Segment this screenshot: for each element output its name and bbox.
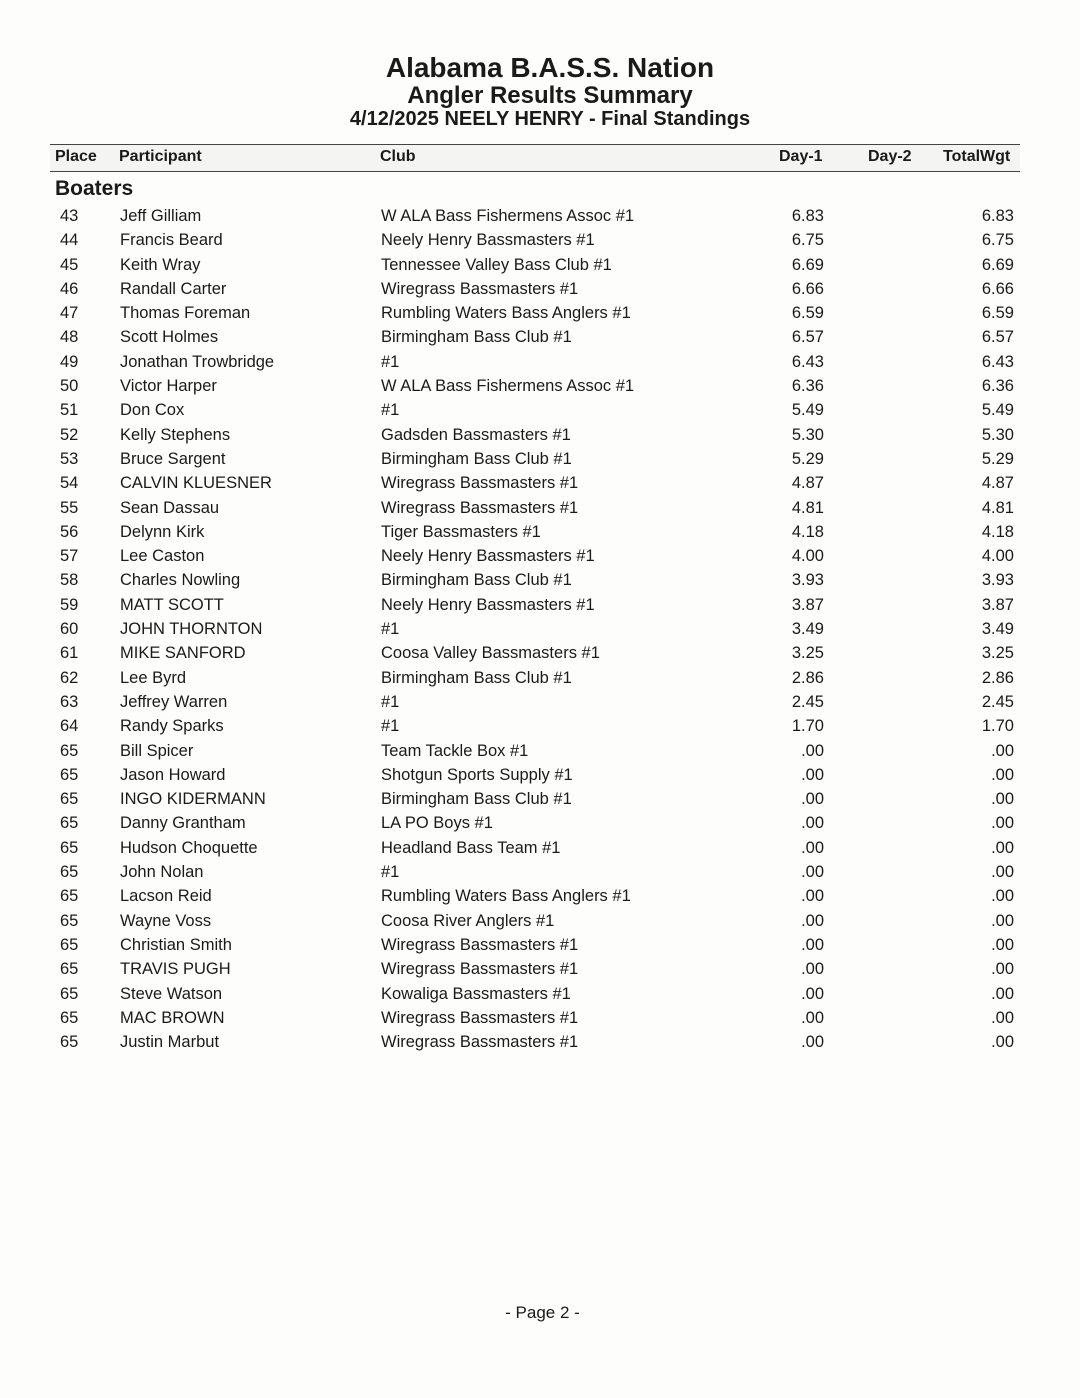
table-row	[0, 325, 1080, 349]
org-title: Alabama B.A.S.S. Nation	[385, 52, 715, 83]
table-row	[0, 641, 1080, 665]
place-cell: 51	[60, 401, 79, 420]
table-row	[0, 253, 1080, 277]
participant-cell: Jason Howard	[120, 765, 226, 784]
place-cell: 43	[60, 207, 79, 225]
participant-cell: MAC BROWN	[120, 1008, 225, 1027]
club-cell: Wiregrass Bassmasters #1	[381, 498, 579, 517]
place-cell: 65	[60, 741, 79, 760]
table-row	[0, 617, 1080, 641]
report-header	[0, 52, 1080, 130]
day1-cell: 5.29	[791, 449, 824, 468]
table-row	[0, 811, 1080, 835]
club-cell: Neely Henry Bassmasters #1	[381, 547, 595, 566]
place-cell: 58	[60, 571, 79, 590]
table-row	[0, 568, 1080, 592]
table-row	[0, 496, 1080, 520]
total-weight-cell: .00	[991, 814, 1014, 833]
total-weight-cell: 4.18	[981, 522, 1014, 541]
table-row	[0, 544, 1080, 568]
club-cell: Birmingham Bass Club #1	[381, 449, 572, 468]
place-cell: 65	[60, 790, 79, 809]
participant-cell: Danny Grantham	[120, 814, 246, 833]
participant-cell: Bill Spicer	[120, 741, 194, 760]
participant-cell: Jeff Gilliam	[120, 207, 202, 225]
table-row	[0, 763, 1080, 787]
table-row	[0, 860, 1080, 884]
place-cell: 55	[60, 498, 79, 517]
total-weight-cell: 6.69	[981, 255, 1014, 274]
total-weight-cell: .00	[991, 838, 1014, 857]
event-title: 4/12/2025 NEELY HENRY - Final Standings	[349, 108, 751, 130]
total-weight-cell: 5.49	[981, 401, 1014, 420]
place-cell: 54	[60, 474, 79, 493]
participant-cell: Lee Caston	[120, 547, 205, 566]
participant-cell: Jonathan Trowbridge	[120, 352, 275, 371]
day1-cell: 6.69	[791, 255, 824, 274]
club-cell: Neely Henry Bassmasters #1	[381, 231, 595, 250]
results-table	[0, 204, 1080, 1054]
total-weight-cell: 3.87	[981, 595, 1014, 614]
column-header-total: TotalWgt	[943, 148, 1011, 165]
club-cell: Kowaliga Bassmasters #1	[381, 984, 571, 1003]
total-weight-cell: 4.81	[981, 498, 1014, 517]
participant-cell: Wayne Voss	[120, 911, 212, 930]
club-cell: LA PO Boys #1	[381, 814, 493, 833]
total-weight-cell: 6.83	[981, 207, 1014, 225]
club-cell: W ALA Bass Fishermens Assoc #1	[381, 377, 635, 396]
place-cell: 47	[60, 304, 79, 323]
day1-cell: 3.93	[791, 571, 824, 590]
table-row	[0, 350, 1080, 374]
participant-cell: John Nolan	[120, 863, 204, 882]
column-header-place: Place	[55, 148, 97, 165]
day1-cell: .00	[801, 984, 824, 1003]
table-row	[0, 520, 1080, 544]
place-cell: 60	[60, 620, 79, 639]
total-weight-cell: .00	[991, 960, 1014, 979]
place-cell: 65	[60, 765, 79, 784]
report-title: Angler Results Summary	[407, 82, 693, 109]
club-cell: Tiger Bassmasters #1	[381, 522, 541, 541]
club-cell: Wiregrass Bassmasters #1	[381, 1033, 579, 1052]
club-cell: Birmingham Bass Club #1	[381, 790, 572, 809]
total-weight-cell: 1.70	[981, 717, 1014, 736]
day1-cell: 6.59	[791, 304, 824, 323]
table-row	[0, 787, 1080, 811]
table-row	[0, 884, 1080, 908]
table-row	[0, 982, 1080, 1006]
participant-cell: Bruce Sargent	[120, 449, 226, 468]
place-cell: 57	[60, 547, 79, 566]
participant-cell: TRAVIS PUGH	[120, 960, 231, 979]
participant-cell: Charles Nowling	[120, 571, 241, 590]
table-row	[0, 277, 1080, 301]
total-weight-cell: 2.86	[981, 668, 1014, 687]
total-weight-cell: .00	[991, 765, 1014, 784]
table-row	[0, 471, 1080, 495]
total-weight-cell: 3.49	[981, 620, 1014, 639]
participant-cell: Delynn Kirk	[120, 522, 205, 541]
table-row	[0, 933, 1080, 957]
total-weight-cell: .00	[991, 935, 1014, 954]
place-cell: 49	[60, 352, 79, 371]
day1-cell: 3.87	[791, 595, 824, 614]
club-cell: Wiregrass Bassmasters #1	[381, 935, 579, 954]
club-cell: Birmingham Bass Club #1	[381, 571, 572, 590]
page-number: - Page 2 -	[505, 1303, 580, 1322]
day1-cell: 1.70	[791, 717, 824, 736]
day1-cell: 5.30	[791, 425, 824, 444]
section-title: Boaters	[55, 177, 134, 200]
place-cell: 64	[60, 717, 79, 736]
club-cell: Wiregrass Bassmasters #1	[381, 279, 579, 298]
table-row	[0, 447, 1080, 471]
place-cell: 56	[60, 522, 79, 541]
club-cell: Rumbling Waters Bass Anglers #1	[381, 887, 631, 906]
total-weight-cell: 6.59	[981, 304, 1014, 323]
participant-cell: Don Cox	[120, 401, 185, 420]
total-weight-cell: 6.75	[981, 231, 1014, 250]
club-cell: Wiregrass Bassmasters #1	[381, 960, 579, 979]
club-cell: W ALA Bass Fishermens Assoc #1	[381, 207, 635, 225]
table-row	[0, 714, 1080, 738]
club-cell: Birmingham Bass Club #1	[381, 668, 572, 687]
day1-cell: .00	[801, 838, 824, 857]
table-row	[0, 423, 1080, 447]
total-weight-cell: 3.93	[981, 571, 1014, 590]
place-cell: 44	[60, 231, 79, 250]
participant-cell: Randall Carter	[120, 279, 227, 298]
participant-cell: Lee Byrd	[120, 668, 187, 687]
day1-cell: 3.25	[791, 644, 824, 663]
participant-cell: MIKE SANFORD	[120, 644, 246, 663]
day1-cell: .00	[801, 741, 824, 760]
table-row	[0, 398, 1080, 422]
day1-cell: .00	[801, 863, 824, 882]
place-cell: 65	[60, 814, 79, 833]
place-cell: 46	[60, 279, 79, 298]
total-weight-cell: 6.66	[981, 279, 1014, 298]
participant-cell: Jeffrey Warren	[120, 692, 228, 711]
club-cell: #1	[381, 692, 400, 711]
club-cell: Gadsden Bassmasters #1	[381, 425, 571, 444]
club-cell: Coosa Valley Bassmasters #1	[381, 644, 600, 663]
place-cell: 62	[60, 668, 79, 687]
column-header-row	[50, 144, 1020, 172]
participant-cell: Randy Sparks	[120, 717, 224, 736]
participant-cell: Kelly Stephens	[120, 425, 231, 444]
column-header-day1: Day-1	[779, 148, 823, 165]
place-cell: 65	[60, 911, 79, 930]
total-weight-cell: 6.43	[981, 352, 1014, 371]
day1-cell: .00	[801, 814, 824, 833]
place-cell: 50	[60, 377, 79, 396]
table-row	[0, 593, 1080, 617]
table-row	[0, 836, 1080, 860]
club-cell: #1	[381, 352, 400, 371]
place-cell: 61	[60, 644, 79, 663]
day1-cell: .00	[801, 765, 824, 784]
participant-cell: Christian Smith	[120, 935, 232, 954]
table-row	[0, 957, 1080, 981]
club-cell: #1	[381, 401, 400, 420]
column-header-participant: Participant	[119, 148, 202, 165]
club-cell: Shotgun Sports Supply #1	[381, 765, 573, 784]
day1-cell: .00	[801, 935, 824, 954]
place-cell: 65	[60, 863, 79, 882]
total-weight-cell: 4.00	[981, 547, 1014, 566]
table-row	[0, 739, 1080, 763]
place-cell: 48	[60, 328, 79, 347]
day1-cell: 6.36	[791, 377, 824, 396]
day1-cell: 4.18	[791, 522, 824, 541]
day1-cell: 3.49	[791, 620, 824, 639]
participant-cell: MATT SCOTT	[120, 595, 224, 614]
club-cell: Team Tackle Box #1	[381, 741, 529, 760]
total-weight-cell: 3.25	[981, 644, 1014, 663]
total-weight-cell: 6.36	[981, 377, 1014, 396]
column-header-club: Club	[380, 148, 416, 165]
participant-cell: Francis Beard	[120, 231, 223, 250]
place-cell: 65	[60, 1008, 79, 1027]
club-cell: Rumbling Waters Bass Anglers #1	[381, 304, 631, 323]
club-cell: Wiregrass Bassmasters #1	[381, 474, 579, 493]
total-weight-cell: .00	[991, 1008, 1014, 1027]
table-row	[0, 228, 1080, 252]
table-row	[0, 204, 1080, 228]
table-row	[0, 690, 1080, 714]
participant-cell: Hudson Choquette	[120, 838, 258, 857]
day1-cell: 2.45	[791, 692, 824, 711]
day1-cell: 5.49	[791, 401, 824, 420]
place-cell: 65	[60, 960, 79, 979]
day1-cell: 4.81	[791, 498, 824, 517]
club-cell: Birmingham Bass Club #1	[381, 328, 572, 347]
total-weight-cell: .00	[991, 790, 1014, 809]
club-cell: Neely Henry Bassmasters #1	[381, 595, 595, 614]
club-cell: Tennessee Valley Bass Club #1	[381, 255, 612, 274]
day1-cell: .00	[801, 790, 824, 809]
day1-cell: 6.66	[791, 279, 824, 298]
participant-cell: Thomas Foreman	[120, 304, 251, 323]
club-cell: #1	[381, 863, 400, 882]
place-cell: 65	[60, 935, 79, 954]
club-cell: #1	[381, 620, 400, 639]
day1-cell: .00	[801, 1008, 824, 1027]
club-cell: Headland Bass Team #1	[381, 838, 561, 857]
participant-cell: INGO KIDERMANN	[120, 790, 266, 809]
participant-cell: Victor Harper	[120, 377, 217, 396]
table-row	[0, 909, 1080, 933]
total-weight-cell: .00	[991, 911, 1014, 930]
place-cell: 63	[60, 692, 79, 711]
day1-cell: .00	[801, 960, 824, 979]
place-cell: 53	[60, 449, 79, 468]
table-row	[0, 301, 1080, 325]
day1-cell: 6.57	[791, 328, 824, 347]
table-row	[0, 666, 1080, 690]
table-row	[0, 374, 1080, 398]
place-cell: 45	[60, 255, 79, 274]
participant-cell: Keith Wray	[120, 255, 201, 274]
total-weight-cell: .00	[991, 887, 1014, 906]
place-cell: 65	[60, 984, 79, 1003]
total-weight-cell: 5.30	[981, 425, 1014, 444]
participant-cell: Lacson Reid	[120, 887, 212, 906]
participant-cell: Scott Holmes	[120, 328, 219, 347]
day1-cell: .00	[801, 911, 824, 930]
day1-cell: 6.75	[791, 231, 824, 250]
day1-cell: .00	[801, 887, 824, 906]
day1-cell: 4.87	[791, 474, 824, 493]
total-weight-cell: 6.57	[981, 328, 1014, 347]
day1-cell: 6.83	[791, 207, 824, 225]
participant-cell: JOHN THORNTON	[120, 620, 263, 639]
participant-cell: Sean Dassau	[120, 498, 220, 517]
place-cell: 65	[60, 887, 79, 906]
total-weight-cell: .00	[991, 741, 1014, 760]
participant-cell: Justin Marbut	[120, 1033, 220, 1052]
total-weight-cell: .00	[991, 863, 1014, 882]
total-weight-cell: 4.87	[981, 474, 1014, 493]
total-weight-cell: 5.29	[981, 449, 1014, 468]
place-cell: 65	[60, 1033, 79, 1052]
place-cell: 59	[60, 595, 79, 614]
table-row	[0, 1006, 1080, 1030]
day1-cell: 4.00	[791, 547, 824, 566]
table-row	[0, 1030, 1080, 1054]
participant-cell: CALVIN KLUESNER	[120, 474, 272, 493]
place-cell: 65	[60, 838, 79, 857]
participant-cell: Steve Watson	[120, 984, 223, 1003]
club-cell: #1	[381, 717, 400, 736]
day1-cell: 2.86	[791, 668, 824, 687]
total-weight-cell: 2.45	[981, 692, 1014, 711]
club-cell: Coosa River Anglers #1	[381, 911, 555, 930]
day1-cell: .00	[801, 1033, 824, 1052]
club-cell: Wiregrass Bassmasters #1	[381, 1008, 579, 1027]
day1-cell: 6.43	[791, 352, 824, 371]
total-weight-cell: .00	[991, 1033, 1014, 1052]
total-weight-cell: .00	[991, 984, 1014, 1003]
column-header-day2: Day-2	[868, 148, 912, 165]
place-cell: 52	[60, 425, 79, 444]
